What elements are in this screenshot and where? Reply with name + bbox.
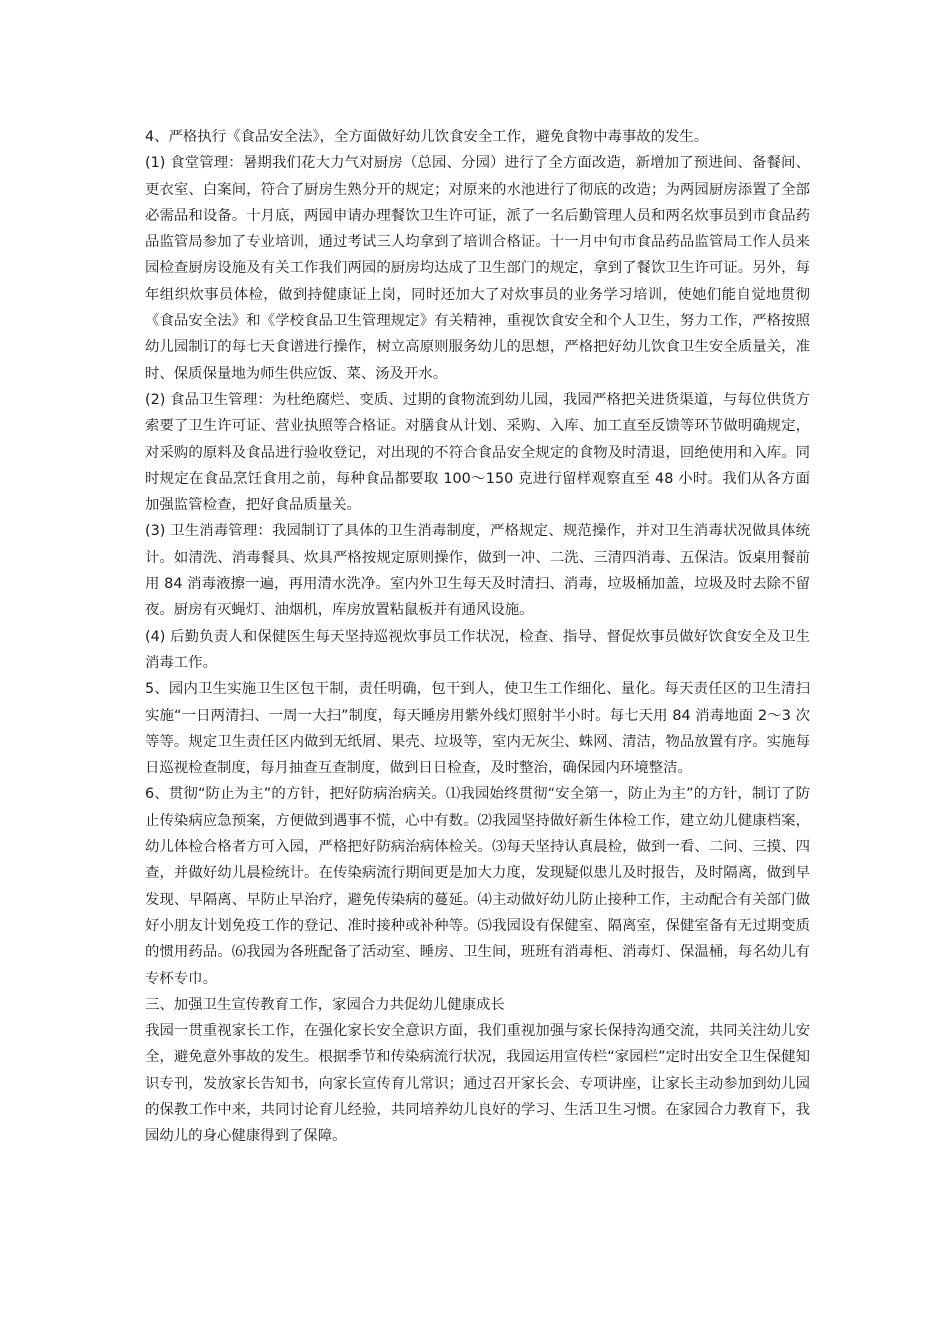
- document-body: [145, 124, 810, 1150]
- paragraph-hygiene-zones: 5、园内卫生实施卫生区包干制，责任明确，包干到人，使卫生工作细化、量化。每天责任区的卫生清扫实施“一日两清扫、一周一大扫”制度，每天睡房用紫外线灯照射半小时。每七天用 84 消毒地面 2～3 次等等。规定卫生责任区内做到无纸屑、果壳、垃圾等，室内无灰尘、蛛网、清洁，物品放置有序。实施每日巡视检查制度，每月抽查互查制度，做到日日检查，及时整治，确保园内环境整洁。: [145, 681, 810, 777]
- paragraph-daily-inspection: (4) 后勤负责人和保健医生每天坚持巡视炊事员工作状况，检查、指导、督促炊事员做好饮食安全及卫生消毒工作。: [145, 628, 810, 671]
- section-heading-health-education: 三、加强卫生宣传教育工作，家园合力共促幼儿健康成长: [145, 996, 505, 1013]
- paragraph-food-hygiene-management: (2) 食品卫生管理：为杜绝腐烂、变质、过期的食物流到幼儿园，我园严格把关进货渠道，与每位供货方索要了卫生许可证、营业执照等合格证。对膳食从计划、采购、入库、加工直至反馈等环节做明确规定，对采购的原料及食品进行验收登记，对出现的不符合食品安全规定的食物及时清退，回绝使用和入库。同时规定在食品烹饪食用之前，每种食品都要取 100～150 克进行留样观察直至 48 小时。我们从各方面加强监管检查，把好食品质量关。: [145, 391, 810, 514]
- paragraph-disinfection-management: (3) 卫生消毒管理：我园制订了具体的卫生消毒制度，严格规定、规范操作，并对卫生消毒状况做具体统计。如清洗、消毒餐具、炊具严格按规定原则操作，做到一冲、二洗、三清四消毒、五保洁。饭桌用餐前用 84 消毒液擦一遍，再用清水洗净。室内外卫生每天及时清扫、消毒，垃圾桶加盖，垃圾及时去除不留夜。厨房有灭蝇灯、油烟机，库房放置粘鼠板并有通风设施。: [145, 523, 810, 619]
- paragraph-food-safety-heading: 4、严格执行《食品安全法》，全方面做好幼儿饮食安全工作，避免食物中毒事故的发生。: [145, 129, 709, 145]
- paragraph-canteen-management: (1) 食堂管理：暑期我们花大力气对厨房（总园、分园）进行了全方面改造，新增加了预进间、备餐间、更衣室、白案间，符合了厨房生熟分开的规定；对原来的水池进行了彻底的改造；为两园厨房添置了全部必需品和设备。十月底，两园申请办理餐饮卫生许可证，派了一名后勤管理人员和两名炊事员到市食品药品监管局参加了专业培训，通过考试三人均拿到了培训合格证。十一月中旬市食品药品监管局工作人员来园检查厨房设施及有关工作我们两园的厨房均达成了卫生部门的规定，拿到了餐饮卫生许可证。另外，每年组织炊事员体检，做到持健康证上岗，同时还加大了对炊事员的业务学习培训，使她们能自觉地贯彻《食品安全法》和《学校食品卫生管理规定》有关精神，重视饮食安全和个人卫生，努力工作，严格按照幼儿园制订的每七天食谱进行操作，树立高原则服务幼儿的思想，严格把好幼儿饮食卫生安全质量关，准时、保质保量地为师生供应饭、菜、汤及开水。: [145, 155, 810, 382]
- paragraph-family-cooperation: 我园一贯重视家长工作，在强化家长安全意识方面，我们重视加强与家长保持沟通交流，共同关注幼儿安全，避免意外事故的发生。根据季节和传染病流行状况，我园运用宣传栏“家园栏”定时出安全卫生保健知识专刊，发放家长告知书，向家长宣传育儿常识；通过召开家长会、专项讲座，让家长主动参加到幼儿园的保教工作中来，共同讨论育儿经验，共同培养幼儿良好的学习、生活卫生习惯。在家园合力教育下，我园幼儿的身心健康得到了保障。: [145, 1023, 810, 1145]
- paragraph-disease-prevention: 6、贯彻“防止为主”的方针，把好防病治病关。⑴我园始终贯彻“安全第一，防止为主”的方针，制订了防止传染病应急预案，方便做到遇事不慌，心中有数。⑵我园坚持做好新生体检工作，建立幼儿健康档案，幼儿体检合格者方可入园，严格把好防病治病体检关。⑶每天坚持认真晨检，做到一看、二问、三摸、四查，并做好幼儿晨检统计。在传染病流行期间更是加大力度，发现疑似患儿及时报告，及时隔离，做到早发现、早隔离、早防止早治疗，避免传染病的蔓延。⑷主动做好幼儿防止接种工作，主动配合有关部门做好小朋友计划免疫工作的登记、准时接种或补种等。⑸我园设有保健室、隔离室，保健室备有无过期变质的惯用药品。⑹我园为各班配备了活动室、睡房、卫生间，班班有消毒柜、消毒灯、保温桶，每名幼儿有专杯专巾。: [145, 786, 810, 987]
